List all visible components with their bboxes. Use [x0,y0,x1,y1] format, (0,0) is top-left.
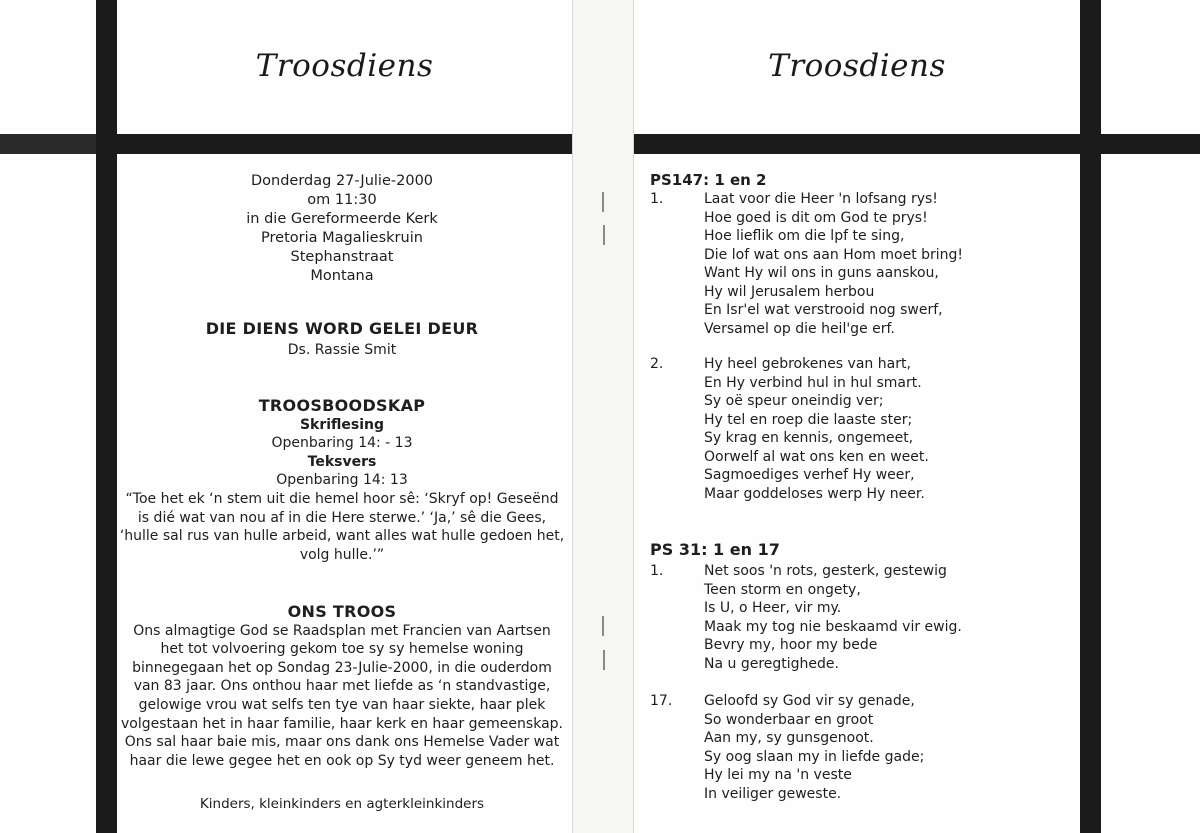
quote-line: volg hulle.’” [299,546,385,563]
reading-label: Skriflesing [299,416,385,433]
psalm-31-title: PS 31: 1 en 17 [650,540,780,559]
verse-line: Net soos 'n rots, gesterk, gestewig [704,563,947,579]
verse-line: Versamel op die heil'ge erf. [704,320,895,337]
verse-lines [704,355,929,503]
verse-line: Oorwelf al wat ons ken en weet. [704,448,929,465]
verse-line: Aan my, sy gunsgenoot. [704,730,874,746]
verse-line: En Hy verbind hul in hul smart. [704,374,922,391]
binding-mark [602,616,604,636]
quote-line: “Toe het ek ‘n stem uit die hemel hoor sê: ‘Skryf op! Geseënd [125,490,559,507]
verse-line: Hy heel gebrokenes van hart, [704,356,911,372]
verse-line: Sagmoediges verhef Hy weer, [704,467,915,483]
message-section [117,397,567,564]
service-suburb: Montana [310,268,374,284]
service-street: Stephanstraat [290,249,394,265]
quote-line: ‘hulle sal rus van hulle arbeid, want alles wat hulle gedoen het, [119,528,565,545]
verse-number: 1. [650,191,664,207]
service-date: Donderdag 27-Julie-2000 [250,173,434,189]
verse-line: Sy oog slaan my in liefde gade; [704,748,925,765]
leader-heading: DIE DIENS WORD GELEI DEUR [205,319,479,338]
verse-line: In veiliger geweste. [704,785,842,802]
verse-line: So wonderbaar en groot [704,711,874,728]
cross-horizontal-bar-shade [0,134,96,154]
verse-lines [704,190,963,338]
quote-line: is dié wat van nou af in die Here sterwe.’ ‘Ja,’ sê die Gees, [137,509,547,526]
comfort-line: haar die lewe gegee het en ook op Sy tyd weer geneem het. [129,752,555,769]
right-title: Troosdiens [768,48,946,84]
verse-line: Sy krag en kennis, ongemeet, [704,430,914,446]
comfort-line: volgestaan het in haar familie, haar kerk en haar gemeenskap. [121,715,563,732]
comfort-section [117,603,567,770]
verse-line: Laat voor die Heer 'n lofsang rys! [704,191,938,207]
left-page [0,0,573,833]
comfort-line: binnegegaan het op Sondag 23-Julie-2000, in die ouderdom [132,659,552,676]
comfort-line: gelowige vrou wat selfs ten tye van haar siekte, haar plek [138,696,546,713]
verse-line: Bevry my, hoor my bede [704,637,878,653]
verse-line: Want Hy wil ons in guns aanskou, [704,265,939,281]
reading-ref: Openbaring 14: - 13 [271,435,413,452]
verse-number: 1. [650,563,664,579]
binding-mark [603,225,605,245]
verse-line: Die lof wat ons aan Hom moet bring! [704,246,964,263]
verse-line: Is U, o Heer, vir my. [704,600,842,616]
comfort-line: het tot volvoering gekom toe sy sy hemelse woning [160,641,524,658]
cross-vertical-bar [96,0,117,833]
verse-line: Teen storm en ongety, [704,581,861,598]
verse-line: Hoe lieflik om die lpf te sing, [704,228,905,244]
verse-line: Hy tel en roep die laaste ster; [704,411,913,428]
verse-line: Hoe goed is dit om God te prys! [704,209,928,226]
service-place: Pretoria Magalieskruin [261,230,423,246]
verse-lines [704,692,924,803]
verse-line: Maar goddeloses werp Hy neer. [704,485,925,502]
psalm-147-title: PS147: 1 en 2 [650,171,767,189]
comfort-line: van 83 jaar. Ons onthou haar met liefde as ‘n standvastige, [133,678,551,695]
cross-vertical-bar [1080,0,1101,833]
verse-number: 2. [650,356,664,372]
verse-line: Hy wil Jerusalem herbou [704,283,875,300]
verse-line: Geloofd sy God vir sy genade, [704,693,915,709]
service-church: in die Gereformeerde Kerk [246,211,438,227]
comfort-line: Ons sal haar baie mis, maar ons dank ons Hemelse Vader wat [124,734,560,751]
message-heading: TROOSBOODSKAP [258,396,426,415]
binding-mark [602,192,604,212]
verse-line: Sy oë speur oneindig ver; [704,393,884,409]
text-ref: Openbaring 14: 13 [276,472,408,489]
verse-line: En Isr'el wat verstrooid nog swerf, [704,302,943,318]
verse-line: Hy lei my na 'n veste [704,767,852,783]
cross-horizontal-bar [634,134,1200,154]
leader-section [117,320,567,359]
comfort-line: Ons almagtige God se Raadsplan met Francien van Aartsen [133,622,551,639]
page-gutter [573,0,633,833]
signoff: Kinders, kleinkinders en agterkleinkinders [199,796,485,812]
verse-number: 17. [650,693,673,709]
verse-line: Maak my tog nie beskaamd vir ewig. [704,618,962,635]
verse-line: Na u geregtighede. [704,655,839,672]
verse-lines [704,562,962,673]
comfort-heading: ONS TROOS [287,602,397,621]
service-time: om 11:30 [307,192,377,208]
text-label: Teksvers [307,453,377,470]
binding-mark [603,650,605,670]
leader-name: Ds. Rassie Smit [287,341,397,358]
left-title: Troosdiens [255,48,434,84]
service-details [127,172,557,286]
